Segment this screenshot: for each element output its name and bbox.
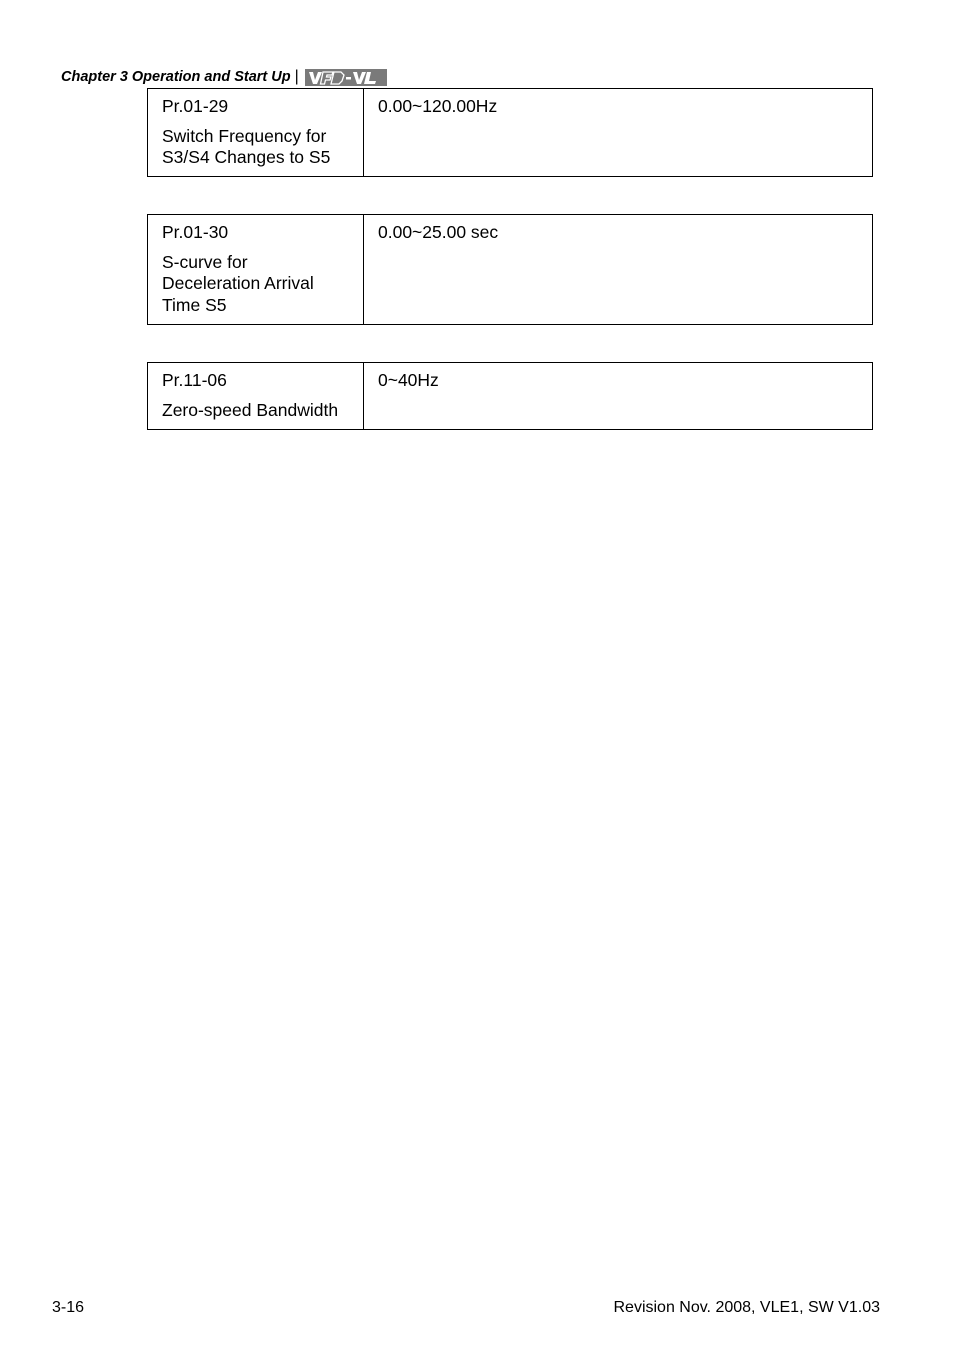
param-code: Pr.11-06 — [162, 370, 227, 390]
param-code: Pr.01-29 — [162, 96, 229, 116]
param-range: 0.00~25.00 sec — [378, 222, 499, 242]
param-name-cell — [148, 89, 364, 176]
param-range: 0~40Hz — [378, 370, 439, 390]
param-table-11-06 — [147, 362, 873, 430]
param-range: 0.00~120.00Hz — [378, 96, 498, 116]
revision-info: Revision Nov. 2008, VLE1, SW V1.03 — [613, 1299, 880, 1316]
param-table-01-30 — [147, 214, 873, 325]
param-name: Switch Frequency for S3/S4 Changes to S5 — [162, 125, 331, 167]
header-separator: | — [294, 68, 299, 85]
page-header — [61, 66, 387, 88]
param-code: Pr.01-30 — [162, 222, 229, 242]
chapter-title: Chapter 3 Operation and Start Up — [61, 69, 291, 85]
param-name: Zero-speed Bandwidth — [162, 399, 339, 420]
vfd-vl-logo — [305, 69, 387, 86]
param-name-cell — [148, 215, 364, 324]
page-number: 3-16 — [52, 1299, 85, 1316]
param-table-01-29 — [147, 88, 873, 177]
param-name: S-curve for Deceleration Arrival Time S5 — [162, 251, 314, 315]
param-name-cell — [148, 363, 364, 429]
